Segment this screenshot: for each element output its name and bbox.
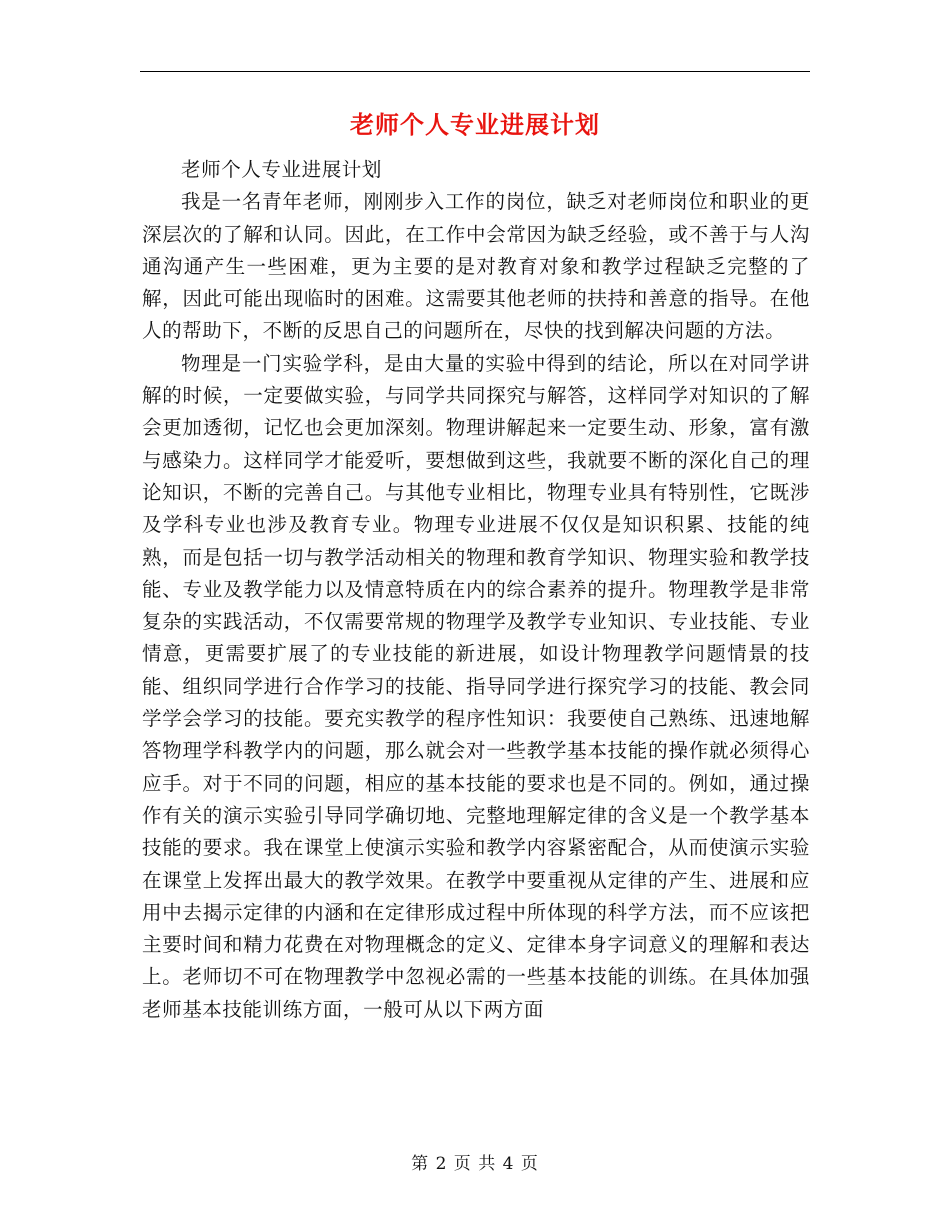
document-body [142, 154, 810, 1026]
header-rule [140, 71, 810, 72]
page-number: 第 2 页 共 4 页 [411, 1154, 539, 1174]
paragraph-physics: 物理是一门实验学科，是由大量的实验中得到的结论，所以在对同学讲解的时候，一定要做实验，与同学共同探究与解答，这样同学对知识的了解会更加透彻，记忆也会更加深刻。物理讲解起来一定要生动、形象，富有激与感染力。这样同学才能爱听，要想做到这些，我就要不断的深化自己的理论知识，不断的完善自己。与其他专业相比，物理专业具有特别性，它既涉及学科专业也涉及教育专业。物理专业进展不仅仅是知识积累、技能的纯熟，而是包括一切与教学活动相关的物理和教育学知识、物理实验和教学技能、专业及教学能力以及情意特质在内的综合素养的提升。物理教学是非常复杂的实践活动，不仅需要常规的物理学及教学专业知识、专业技能、专业情意，更需要扩展了的专业技能的新进展，如设计物理教学问题情景的技能、组织同学进行合作学习的技能、指导同学进行探究学习的技能、教会同学学会学习的技能。要充实教学的程序性知识：我要使自己熟练、迅速地解答物理学科教学内的问题，那么就会对一些教学基本技能的操作就必须得心应手。对于不同的问题，相应的基本技能的要求也是不同的。例如，通过操作有关的演示实验引导同学确切地、完整地理解定律的含义是一个教学基本技能的要求。我在课堂上使演示实验和教学内容紧密配合，从而使演示实验在课堂上发挥出最大的教学效果。在教学中要重视从定律的产生、进展和应用中去揭示定律的内涵和在定律形成过程中所体现的科学方法，而不应该把主要时间和精力花费在对物理概念的定义、定律本身字词意义的理解和表达上。老师切不可在物理教学中忽视必需的一些基本技能的训练。在具体加强老师基本技能训练方面，一般可从以下两方面 [142, 351, 810, 1021]
document-title: 老师个人专业进展计划 [350, 110, 600, 139]
paragraph-intro: 我是一名青年老师，刚刚步入工作的岗位，缺乏对老师岗位和职业的更深层次的了解和认同。因此，在工作中会常因为缺乏经验，或不善于与人沟通沟通产生一些困难，更为主要的是对教育对象和教学过程缺乏完整的了解，因此可能出现临时的困难。这需要其他老师的扶持和善意的指导。在他人的帮助下，不断的反思自己的问题所在，尽快的找到解决问题的方法。 [142, 190, 810, 343]
document-subtitle: 老师个人专业进展计划 [181, 158, 383, 181]
